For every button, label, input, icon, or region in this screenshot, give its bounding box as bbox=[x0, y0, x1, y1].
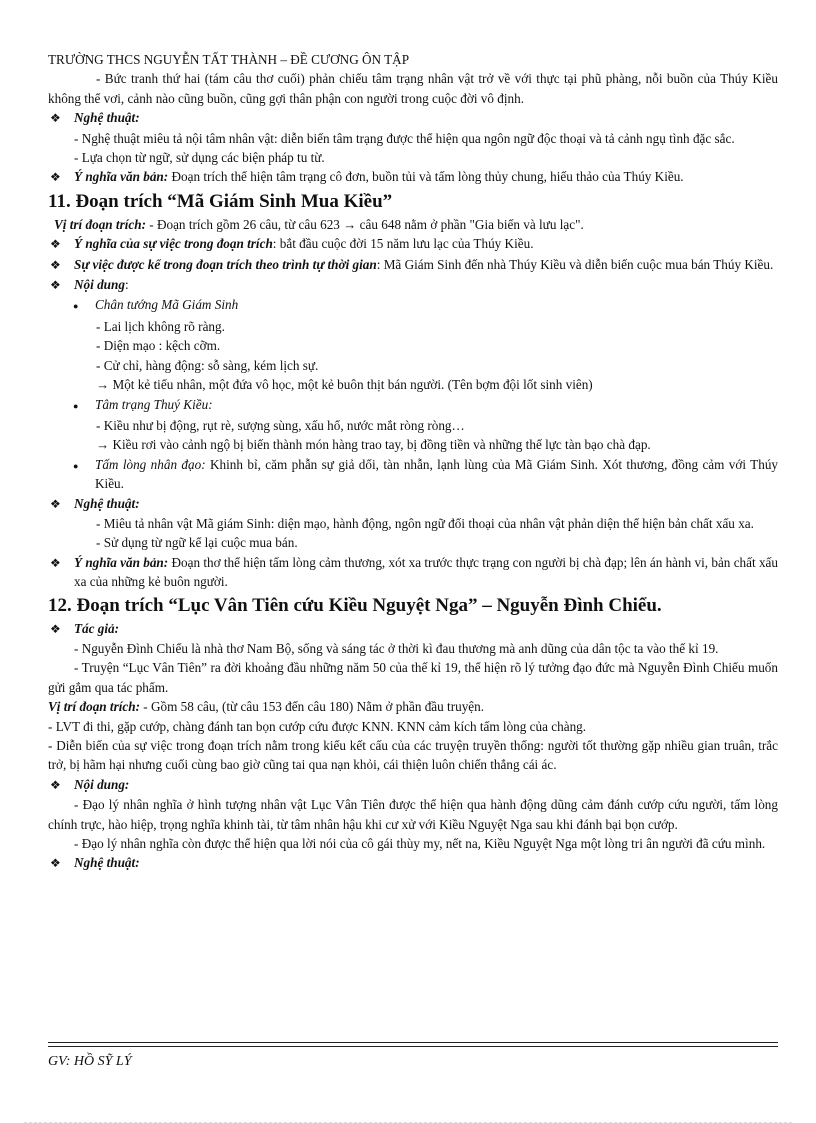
dot-bullet-icon: ● bbox=[73, 400, 79, 411]
paragraph: → Kiều rơi vào cảnh ngộ bị biến thành món hàng trao tay, bị đồng tiền và những thế lực tàn bạo chà đạp. bbox=[96, 437, 651, 453]
footer-divider bbox=[48, 1042, 778, 1043]
diamond-bullet-icon: ❖ bbox=[50, 111, 61, 126]
paragraph: - Diễn biến của sự việc trong đoạn trích nằm trong kiểu kết cấu của các truyện truyền thống: người tốt thường gặp nhiều gian truân, trắc trở, bị hãm hại nhưng cuối cùng bao giờ cũng tai qua nạn khỏi, cái thiện luôn chiến thắng cái ác. bbox=[48, 738, 778, 773]
section-label: Sự việc được kể trong đoạn trích theo trình tự thời gian bbox=[74, 256, 377, 272]
paragraph bbox=[48, 215, 778, 234]
bullet-item bbox=[48, 853, 778, 873]
section-label: Ý nghĩa văn bản: bbox=[74, 169, 169, 185]
dot-bullet-icon: ● bbox=[73, 301, 79, 312]
section-text: : Mã Giám Sinh đến nhà Thúy Kiều và diễn biến cuộc mua bán Thúy Kiều. bbox=[376, 256, 774, 272]
bullet-item bbox=[48, 108, 778, 128]
sub-item bbox=[48, 395, 778, 416]
section-text: Khinh bỉ, căm phẫn sự giả dối, tàn nhẫn, lạnh lùng của Mã Giám Sinh. Xót thương, đồng cảm với Thúy Kiều. bbox=[95, 456, 779, 492]
paragraph bbox=[48, 697, 778, 716]
section-label: Ý nghĩa của sự việc trong đoạn trích bbox=[74, 236, 273, 252]
paragraph: - Lựa chọn từ ngữ, sử dụng các biện pháp tu từ. bbox=[74, 150, 325, 166]
section-label: Nghệ thuật: bbox=[74, 495, 140, 511]
bullet-item bbox=[48, 494, 778, 514]
paragraph: - Lai lịch không rõ ràng. bbox=[96, 318, 225, 334]
paragraph: - LVT đi thi, gặp cướp, chàng đánh tan bọn cướp cứu được KNN. KNN cảm kích tấm lòng của chàng. bbox=[48, 718, 587, 734]
sub-item bbox=[48, 455, 778, 494]
page-footer: GV: HỒ SỸ LÝ bbox=[48, 1054, 132, 1069]
section-heading: 12. Đoạn trích “Lục Vân Tiên cứu Kiều Nguyệt Nga” – Nguyễn Đình Chiểu. bbox=[48, 594, 662, 616]
diamond-bullet-icon: ❖ bbox=[50, 278, 61, 293]
paragraph: - Bức tranh thứ hai (tám câu thơ cuối) phản chiếu tâm trạng nhân vật trở về với thực tại phũ phàng, nỗi buồn của Thúy Kiều không thể vơi, cảnh nào cũng buồn, cũng gợi thân phận con người trong cuộc đời vô định. bbox=[48, 71, 778, 106]
bullet-item bbox=[48, 234, 778, 254]
section-text: Đoạn trích thể hiện tâm trạng cô đơn, buồn tủi và tấm lòng thủy chung, hiếu thảo của Thúy Kiều. bbox=[168, 169, 684, 185]
section-label: Tác giả: bbox=[74, 620, 120, 636]
paragraph: - Diện mạo : kệch cỡm. bbox=[96, 338, 221, 354]
bullet-item bbox=[48, 553, 778, 592]
paragraph: - Sử dụng từ ngữ kể lại cuộc mua bán. bbox=[96, 535, 298, 551]
bullet-item bbox=[48, 275, 778, 295]
section-label: Nghệ thuật: bbox=[74, 855, 140, 871]
diamond-bullet-icon: ❖ bbox=[50, 170, 61, 185]
section-label: Vị trí đoạn trích: bbox=[48, 699, 140, 715]
diamond-bullet-icon: ❖ bbox=[50, 777, 61, 792]
section-text: : bbox=[124, 277, 129, 293]
sub-title: Tâm trạng Thuý Kiều: bbox=[95, 396, 213, 412]
page-header: TRƯỜNG THCS NGUYỄN TẤT THÀNH – ĐỀ CƯƠNG ÔN TẬP bbox=[48, 52, 410, 67]
diamond-bullet-icon: ❖ bbox=[50, 257, 61, 272]
paragraph: - Nghệ thuật miêu tả nội tâm nhân vật: diễn biến tâm trạng được thể hiện qua ngôn ngữ độc thoại và tả cảnh ngụ tình đặc sắc. bbox=[74, 130, 735, 146]
sub-item bbox=[48, 295, 778, 316]
paragraph: - Truyện “Lục Vân Tiên” ra đời khoảng đầu những năm 50 của thế kỉ 19, thể hiện rõ lý tưởng đạo đức mà Nguyễn Đình Chiểu muốn gửi gắm qua tác phẩm. bbox=[48, 660, 778, 695]
paragraph: - Kiều như bị động, rụt rè, sượng sùng, xấu hổ, nước mắt ròng ròng… bbox=[96, 417, 465, 433]
diamond-bullet-icon: ❖ bbox=[50, 621, 61, 636]
section-label: Nội dung bbox=[74, 277, 125, 293]
paragraph: - Cử chỉ, hàng động: sỗ sàng, kém lịch sự. bbox=[96, 357, 319, 373]
section-label: Nghệ thuật: bbox=[74, 110, 140, 126]
footer-divider bbox=[48, 1046, 778, 1047]
sub-title: Tấm lòng nhân đạo: bbox=[95, 456, 206, 472]
section-text: : bắt đầu cuộc đời 15 năm lưu lạc của Thúy Kiều. bbox=[272, 236, 534, 252]
diamond-bullet-icon: ❖ bbox=[50, 555, 61, 570]
diamond-bullet-icon: ❖ bbox=[50, 856, 61, 871]
bullet-item bbox=[48, 255, 778, 275]
dot-bullet-icon: ● bbox=[73, 460, 79, 471]
section-text: - Đoạn trích gồm 26 câu, từ câu 623 → câu 648 nằm ở phần "Gia biến và lưu lạc". bbox=[145, 216, 584, 232]
document-page bbox=[48, 50, 778, 874]
paragraph: - Nguyễn Đình Chiểu là nhà thơ Nam Bộ, sống và sáng tác ở thời kì đau thương mà anh dũng của dân tộc ta vào thế kỉ 19. bbox=[74, 640, 719, 656]
section-label: Nội dung: bbox=[74, 776, 130, 792]
sub-title: Chân tướng Mã Giám Sinh bbox=[95, 297, 239, 313]
section-text: Đoạn thơ thể hiện tấm lòng cảm thương, xót xa trước thực trạng con người bị chà đạp; lên án hành vi, bản chất xấu xa của những kẻ buôn người. bbox=[74, 554, 779, 590]
bullet-item bbox=[48, 619, 778, 639]
section-text: - Gồm 58 câu, (từ câu 153 đến câu 180) Nằm ở phần đầu truyện. bbox=[139, 699, 485, 715]
paragraph: - Miêu tả nhân vật Mã giám Sinh: diện mạo, hành động, ngôn ngữ đối thoại của nhân vật phản diện thể hiện bản chất xấu xa. bbox=[96, 515, 754, 531]
paragraph: - Đạo lý nhân nghĩa còn được thể hiện qua lời nói của cô gái thùy my, nết na, Kiều Nguyệt Nga một lòng tri ân người đã cứu mình. bbox=[74, 836, 766, 852]
section-label: Vị trí đoạn trích: bbox=[54, 216, 146, 232]
paragraph: → Một kẻ tiểu nhân, một đứa vô học, một kẻ buôn thịt bán người. (Tên bợm đội lốt sinh viên) bbox=[96, 377, 593, 393]
paragraph: - Đạo lý nhân nghĩa ở hình tượng nhân vật Lục Vân Tiên được thể hiện qua hành động dũng cảm đánh cướp cứu người, tấm lòng chính trực, hào hiệp, trọng nghĩa khinh tài, từ tâm nhân hậu khi cư xử với Kiều Nguyệt Nga sau khi đánh bại bọn cướp. bbox=[48, 797, 778, 832]
diamond-bullet-icon: ❖ bbox=[50, 237, 61, 252]
section-label: Ý nghĩa văn bản: bbox=[74, 554, 169, 570]
bullet-item bbox=[48, 167, 778, 187]
diamond-bullet-icon: ❖ bbox=[50, 496, 61, 511]
section-heading: 11. Đoạn trích “Mã Giám Sinh Mua Kiều” bbox=[48, 190, 393, 212]
bullet-item bbox=[48, 775, 778, 795]
